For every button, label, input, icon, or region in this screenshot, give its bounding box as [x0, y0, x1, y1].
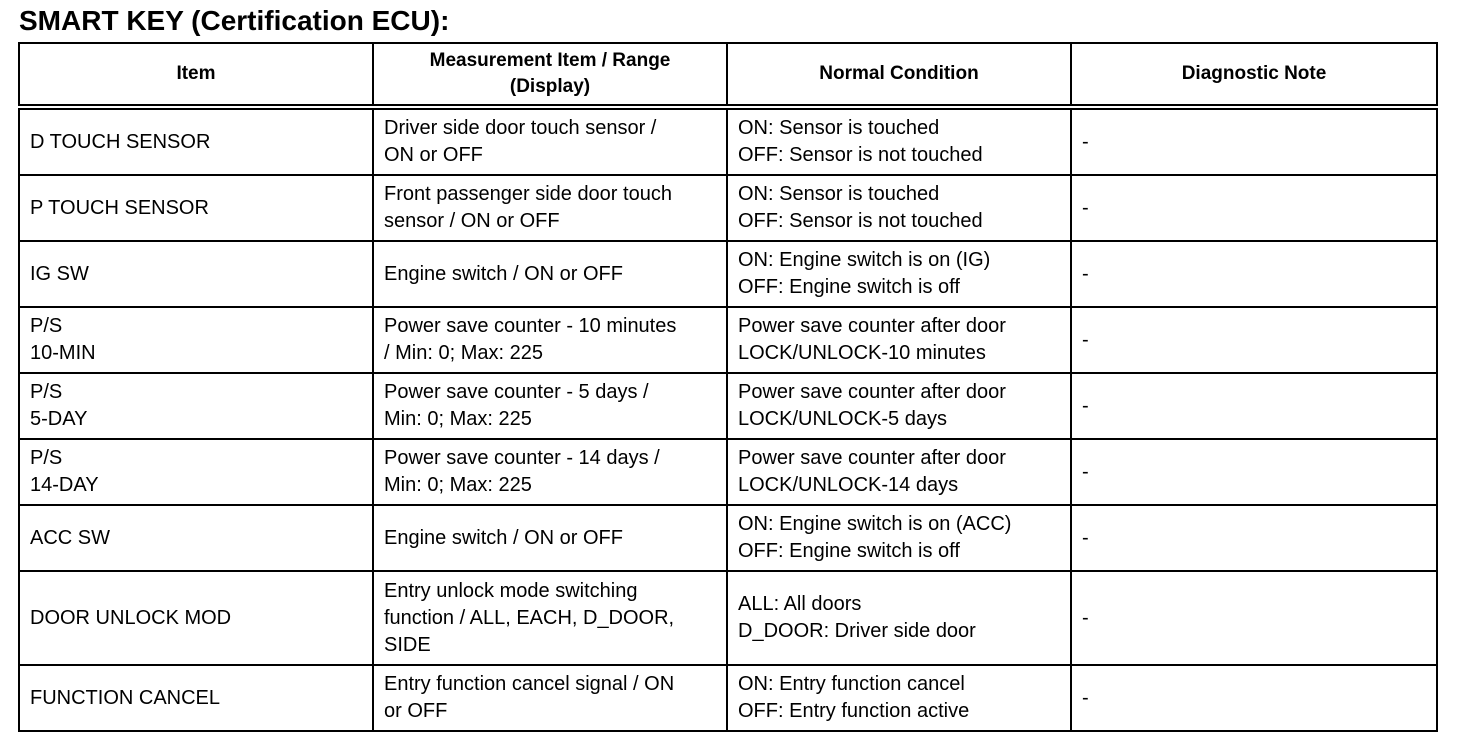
item-cell: FUNCTION CANCEL — [19, 665, 373, 731]
diagnostic-note-cell: - — [1071, 665, 1437, 731]
diagnostic-note-cell: - — [1071, 307, 1437, 373]
measurement-cell: Power save counter - 10 minutes / Min: 0; Max: 225 — [373, 307, 727, 373]
column-header-diagnostic-note: Diagnostic Note — [1071, 43, 1437, 107]
item-cell: P/S 5-DAY — [19, 373, 373, 439]
measurement-cell: Driver side door touch sensor / ON or OFF — [373, 107, 727, 175]
normal-condition-cell: Power save counter after door LOCK/UNLOCK-5 days — [727, 373, 1071, 439]
measurement-cell: Front passenger side door touch sensor / ON or OFF — [373, 175, 727, 241]
measurement-cell: Entry unlock mode switching function / ALL, EACH, D_DOOR, SIDE — [373, 571, 727, 665]
table-row — [19, 175, 1437, 241]
column-header-measurement: Measurement Item / Range (Display) — [373, 43, 727, 107]
diagnostic-note-cell: - — [1071, 505, 1437, 571]
table-body — [19, 107, 1437, 731]
table-row — [19, 241, 1437, 307]
diagnostic-note-cell: - — [1071, 241, 1437, 307]
table-header — [19, 43, 1437, 107]
item-cell: P TOUCH SENSOR — [19, 175, 373, 241]
measurement-cell: Power save counter - 14 days / Min: 0; Max: 225 — [373, 439, 727, 505]
diagnostic-note-cell: - — [1071, 175, 1437, 241]
normal-condition-cell: ON: Engine switch is on (IG) OFF: Engine switch is off — [727, 241, 1071, 307]
table-row — [19, 665, 1437, 731]
item-cell: DOOR UNLOCK MOD — [19, 571, 373, 665]
normal-condition-cell: ON: Engine switch is on (ACC) OFF: Engine switch is off — [727, 505, 1071, 571]
measurement-cell: Power save counter - 5 days / Min: 0; Max: 225 — [373, 373, 727, 439]
header-row — [19, 43, 1437, 107]
page-title: SMART KEY (Certification ECU): — [19, 5, 450, 36]
normal-condition-cell: ON: Entry function cancel OFF: Entry function active — [727, 665, 1071, 731]
smart-key-table — [18, 42, 1438, 732]
table-row — [19, 505, 1437, 571]
measurement-cell: Entry function cancel signal / ON or OFF — [373, 665, 727, 731]
item-cell: ACC SW — [19, 505, 373, 571]
item-cell: D TOUCH SENSOR — [19, 107, 373, 175]
normal-condition-cell: Power save counter after door LOCK/UNLOCK-14 days — [727, 439, 1071, 505]
table-row — [19, 107, 1437, 175]
item-cell: IG SW — [19, 241, 373, 307]
measurement-cell: Engine switch / ON or OFF — [373, 505, 727, 571]
table-row — [19, 307, 1437, 373]
diagnostic-note-cell: - — [1071, 439, 1437, 505]
normal-condition-cell: ON: Sensor is touched OFF: Sensor is not touched — [727, 107, 1071, 175]
column-header-item: Item — [19, 43, 373, 107]
item-cell: P/S 10-MIN — [19, 307, 373, 373]
item-cell: P/S 14-DAY — [19, 439, 373, 505]
diagnostic-note-cell: - — [1071, 373, 1437, 439]
normal-condition-cell: ALL: All doors D_DOOR: Driver side door — [727, 571, 1071, 665]
diagnostic-note-cell: - — [1071, 571, 1437, 665]
measurement-cell: Engine switch / ON or OFF — [373, 241, 727, 307]
table-row — [19, 571, 1437, 665]
diagnostic-note-cell: - — [1071, 107, 1437, 175]
column-header-normal-condition: Normal Condition — [727, 43, 1071, 107]
normal-condition-cell: ON: Sensor is touched OFF: Sensor is not touched — [727, 175, 1071, 241]
table-row — [19, 373, 1437, 439]
normal-condition-cell: Power save counter after door LOCK/UNLOCK-10 minutes — [727, 307, 1071, 373]
table-row — [19, 439, 1437, 505]
